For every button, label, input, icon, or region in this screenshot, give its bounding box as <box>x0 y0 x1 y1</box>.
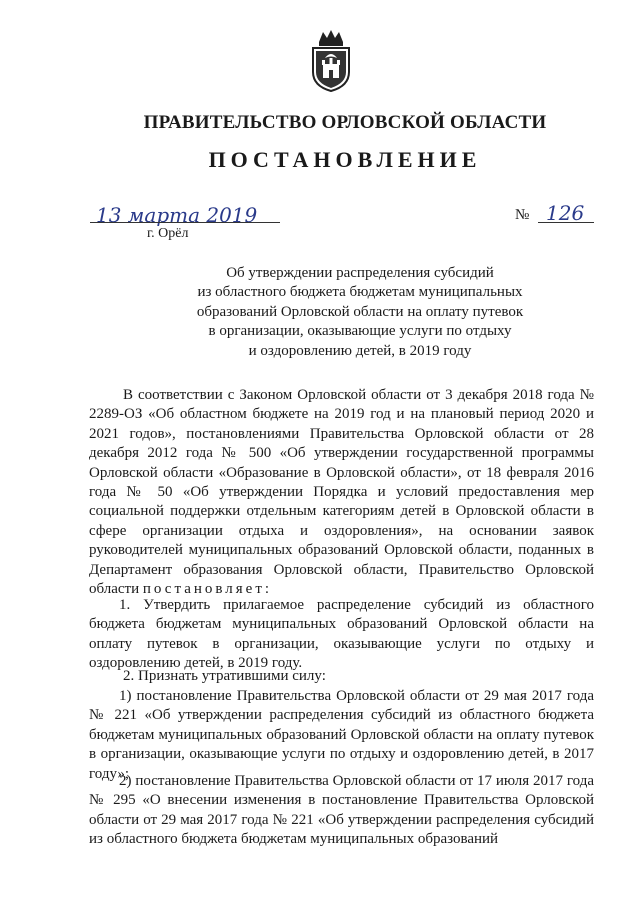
item-2-paragraph: 2. Признать утратившими силу: <box>123 668 326 684</box>
decree-word: постановляет: <box>142 581 273 598</box>
document-type: ПОСТАНОВЛЕНИЕ <box>208 147 482 172</box>
subject-line: Об утверждении распределения субсидий <box>226 265 494 281</box>
preamble-text: В соответствии с Законом Орловской области от 3 декабря 2018 года № 2289-ОЗ «Об областном бюджете на 2019 год и на плановый период 2020 и 2021 годов», постановлениями Правительства Орловской области от 28 декабря 2012 года № 500 «Об утверждении государственной программы Орловской области «Образование в Орловской области», от 18 февраля 2016 года № 50 «Об утверждении Порядка и условий предоставления мер социальной поддержки отдельным категориям детей в Орловской области в сфере организации отдыха и оздоровления», на основании заявок руководителей муниципальных образований Орловской области, поданных в Департамент образования Орловской области, Правительство Орловской области <box>89 387 594 598</box>
government-title: ПРАВИТЕЛЬСТВО ОРЛОВСКОЙ ОБЛАСТИ <box>143 112 547 133</box>
number-handwritten: 126 <box>546 201 585 225</box>
item-1-paragraph: 1. Утвердить прилагаемое распределение субсидий из областного бюджета бюджетам муниципальных образований Орловской области на оплату путевок в организации, оказывающие услуги по отдыху и оздоровлению детей, в 2019 году. <box>89 597 594 672</box>
preamble-paragraph <box>89 386 594 599</box>
city: г. Орёл <box>147 226 189 241</box>
item-2-1-paragraph: 1) постановление Правительства Орловской области от 29 мая 2017 года № 221 «Об утверждении распределения субсидий из областного бюджета бюджетам муниципальных образований Орловской области на оплату путевок в организации, оказывающие услуги по отдыху и оздоровлению детей, в 2017 году»; <box>89 688 594 782</box>
number-label: № <box>515 207 530 223</box>
number-underline <box>538 222 594 223</box>
subject-line: и оздоровлению детей, в 2019 году <box>248 342 472 359</box>
item-2-2-paragraph: 2) постановление Правительства Орловской области от 17 июля 2017 года № 295 «О внесении изменения в постановление Правительства Орловской области от 29 мая 2017 года № 221 «Об утверждении распределения субсидий из областного бюджета бюджетам муниципальных образований <box>89 773 594 848</box>
subject-line: из областного бюджета бюджетам муниципальных <box>197 284 523 301</box>
document-subject <box>150 264 570 361</box>
date-handwritten: 13 марта 2019 <box>96 203 258 227</box>
coat-of-arms-emblem <box>309 28 353 92</box>
date-underline <box>90 222 280 223</box>
subject-line: в организации, оказывающие услуги по отдыху <box>208 323 512 340</box>
subject-line: образований Орловской области на оплату путевок <box>196 303 524 320</box>
